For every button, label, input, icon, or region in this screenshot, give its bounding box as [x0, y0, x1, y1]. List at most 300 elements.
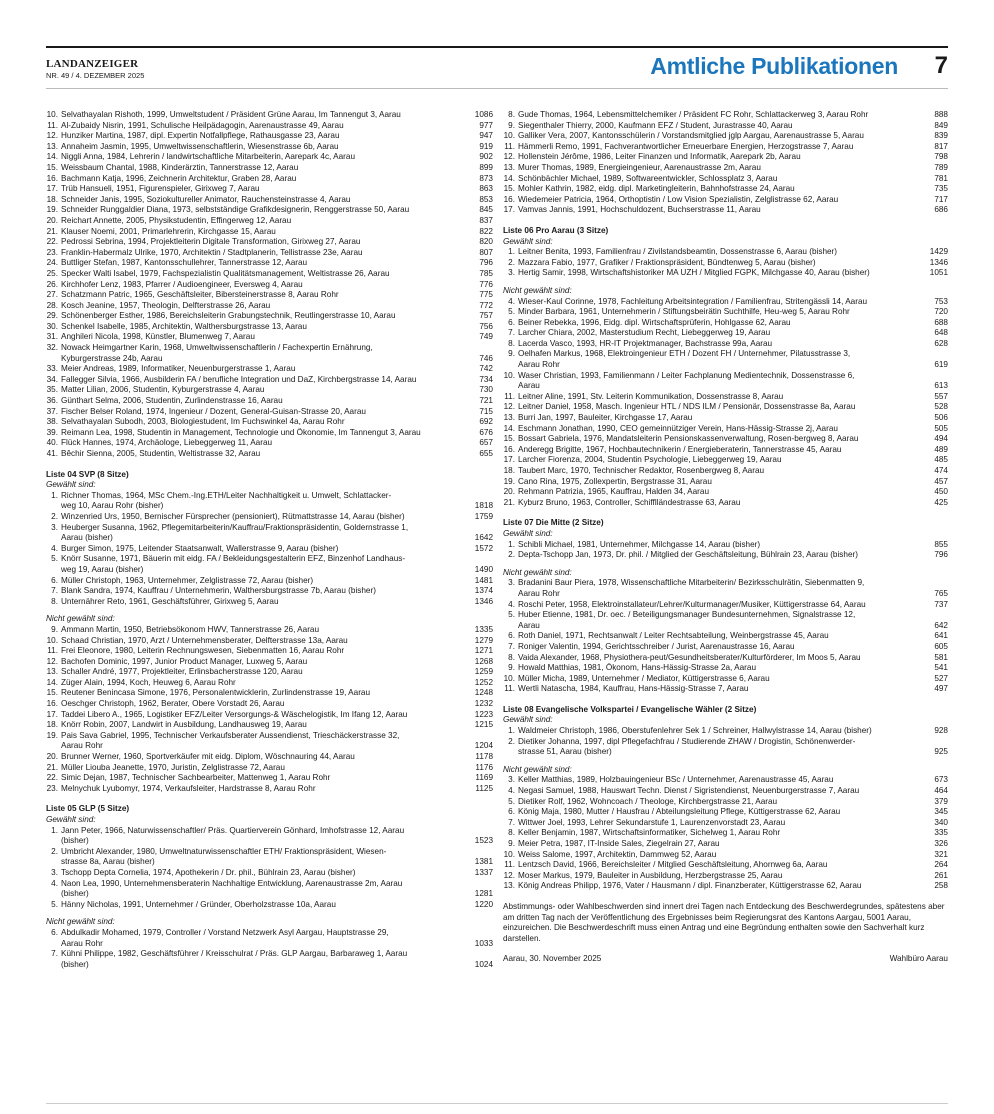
list04-not-elected: [46, 625, 493, 795]
candidate-row: [46, 544, 493, 555]
candidate-row: [46, 491, 493, 512]
rank-number: 41.: [46, 449, 58, 458]
candidate-text-line: Wertli Natascha, 1984, Kauffrau, Hans-Hässig-Strasse 7, Aarau: [518, 684, 749, 694]
candidate-row: [46, 699, 493, 710]
candidate-details: [518, 797, 923, 808]
candidate-row: [503, 371, 948, 392]
candidate-details: [61, 900, 468, 911]
candidate-text-line: Depta-Tschopp Jan, 1973, Dr. phil. / Mitglied der Geschäftsleitung, Bühlrain 23, Aarau (bisher): [518, 550, 858, 560]
candidate-row: [46, 847, 493, 868]
masthead: [46, 58, 144, 80]
vote-count: 261: [934, 870, 948, 880]
candidate-row: [46, 949, 493, 970]
vote-count: 541: [934, 663, 948, 673]
vote-count: 888: [934, 110, 948, 119]
candidate-row: [46, 322, 493, 333]
candidate-row: [503, 839, 948, 850]
candidate-text-line: Schneider Janis, 1995, Soziokultureller Animator, Rauchensteinstrasse 4, Aarau: [61, 194, 351, 204]
rank-number: 16.: [46, 173, 58, 183]
rank-number: 10.: [503, 673, 515, 683]
candidate-row: [503, 339, 948, 350]
candidate-text-line: Aarau Rohr: [518, 588, 560, 598]
candidate-details: [61, 597, 468, 608]
vote-count: 947: [479, 131, 493, 141]
candidate-details: [61, 121, 468, 132]
vote-count: 742: [479, 364, 493, 374]
candidate-text-line: Schaller André, 1977, Projektleiter, Erlinsbacherstrasse 120, Aarau: [61, 667, 303, 677]
candidate-details: [61, 396, 468, 407]
vote-count: 853: [479, 194, 493, 204]
rank-number: 21.: [503, 497, 515, 507]
vote-count: 1215: [474, 720, 493, 730]
vote-count: 977: [479, 120, 493, 130]
candidate-row: [46, 576, 493, 587]
candidate-text-line: Howald Matthias, 1981, Ökonom, Hans-Hässig-Strasse 2a, Aarau: [518, 663, 757, 673]
candidate-text-line: Bêchir Sienna, 2005, Studentin, Weltistrasse 32, Aarau: [61, 449, 261, 458]
rank-number: 3.: [508, 578, 515, 588]
rank-number: 1.: [51, 490, 58, 500]
candidate-row: [46, 269, 493, 280]
candidate-text-line: Taddei Libero A., 1965, Logistiker EFZ/Leiter Versorgungs-& Wäschelogistik, Im Ifang 12, Aarau: [61, 709, 408, 719]
appeal-notice: Abstimmungs- oder Wahlbeschwerden sind innert drei Tagen nach Entdeckung des Beschwerdegrundes, spätestens aber am dritten Tag nach der Veröffentlichung des Ergebnisses beim Regierungsrat des Kantons Aargau, 5001 Aarau, einzureichen. Die Beschwerdeschrift muss einen Antrag und eine Begründung enthalten sowie den Sachverhalt kurz darstellen.: [503, 901, 945, 943]
vote-count: 494: [934, 434, 948, 444]
candidate-text-line: Schibli Michael, 1981, Unternehmer, Milchgasse 14, Aarau (bisher): [518, 539, 761, 549]
candidate-text-line: Galliker Vera, 2007, Kantonsschülerin / Vorstandsmitglied jglp Aargau, Aarenaustrasse 5, Aarau: [518, 131, 864, 141]
rank-number: 8.: [508, 338, 515, 348]
candidate-text-line: weg 19, Aarau (bisher): [61, 564, 144, 574]
rank-number: 18.: [46, 720, 58, 730]
candidate-text-line: Tschopp Depta Cornelia, 1974, Apothekerin / Dr. phil., Bühlrain 23, Aarau (bisher): [61, 867, 356, 877]
candidate-text-line: Negasi Samuel, 1988, Hauswart Techn. Dienst / Sigristendienst, Neuenburgerstrasse 7, Aarau: [518, 786, 860, 796]
candidate-row: [503, 642, 948, 653]
paper-name: LANDANZEIGER: [46, 58, 139, 70]
candidate-details: [61, 586, 468, 597]
candidate-text-line: Bachmann Katja, 1996, Zeichnerin Architektur, Graben 28, Aarau: [61, 173, 297, 183]
vote-count: 655: [479, 449, 493, 458]
candidate-row: [46, 625, 493, 636]
candidate-row: [503, 663, 948, 674]
candidate-text-line: Gude Thomas, 1964, Lebensmittelchemiker / Präsident FC Rohr, Schlattackerweg 3, Aarau Rohr: [518, 110, 869, 119]
candidate-row: [46, 763, 493, 774]
vote-count: 849: [934, 120, 948, 130]
candidate-row: [46, 152, 493, 163]
rank-number: 17.: [503, 455, 515, 465]
rank-number: 19.: [46, 730, 58, 740]
candidate-row: [46, 720, 493, 731]
list07-not-elected: [503, 578, 948, 695]
candidate-text-line: Annaheim Jasmin, 1995, Umweltwissenschaftlerin, Wiesenstrasse 6b, Aarau: [61, 141, 339, 151]
candidate-text-line: Heuberger Susanna, 1962, Pflegemitarbeiterin/Kauffrau/Fraktionspräsidentin, Goldernstrasse 1,: [61, 522, 409, 532]
candidate-details: [518, 174, 923, 185]
vote-count: 845: [479, 205, 493, 215]
candidate-details: [518, 631, 923, 642]
rank-number: 1.: [508, 539, 515, 549]
vote-count: 1223: [474, 709, 493, 719]
candidate-text-line: Leitner Aline, 1991, Stv. Leiterin Kommunikation, Dossenstrasse 8, Aarau: [518, 391, 784, 401]
candidate-text-line: Weiss Salome, 1997, Architektin, Dammweg 52, Aarau: [518, 849, 717, 859]
candidate-text-line: Cano Rina, 1975, Zollexpertin, Bergstrasse 31, Aarau: [518, 476, 712, 486]
vote-count: 264: [934, 860, 948, 870]
vote-count: 715: [479, 406, 493, 416]
candidate-row: [46, 449, 493, 460]
candidate-text-line: König Maja, 1980, Mutter / Hausfrau / Abteilungsleitung Pflege, Küttigerstrasse 62, Aarau: [518, 807, 841, 817]
rank-number: 2.: [508, 550, 515, 560]
vote-count: 925: [934, 747, 948, 757]
candidate-row: [503, 737, 948, 758]
candidate-text-line: Beiner Rebekka, 1996, Eidg. dipl. Wirtschaftsprüferin, Hohlgasse 62, Aarau: [518, 317, 791, 327]
candidate-row: [46, 868, 493, 879]
candidate-row: [46, 554, 493, 575]
candidate-text-line: Taubert Marc, 1970, Technischer Redaktor, Rosenbergweg 8, Aarau: [518, 466, 765, 475]
candidate-details: [61, 142, 468, 153]
candidate-row: [46, 280, 493, 291]
candidate-text-line: Bradanini Baur Piera, 1978, Wissenschaftliche Mitarbeiterin/ Bezirksschulrätin, Siebenmatten 9,: [518, 578, 865, 588]
candidate-text-line: Anderegg Brigitte, 1967, Hochbautechnikerin / Energieberaterin, Tannerstrasse 45, Aarau: [518, 444, 842, 454]
rank-number: 13.: [46, 667, 58, 677]
rank-number: 20.: [503, 487, 515, 497]
candidate-row: [503, 434, 948, 445]
candidate-details: [518, 402, 923, 413]
candidate-details: [518, 424, 923, 435]
candidate-details: [518, 142, 923, 153]
rank-number: 15.: [503, 184, 515, 194]
rank-number: 33.: [46, 364, 58, 374]
candidate-details: [61, 868, 468, 879]
rank-number: 35.: [46, 385, 58, 395]
candidate-text-line: (bisher): [61, 959, 89, 969]
vote-count: 557: [934, 391, 948, 401]
candidate-row: [503, 318, 948, 329]
vote-count: 581: [934, 652, 948, 662]
vote-count: 1337: [474, 867, 493, 877]
vote-count: 528: [934, 402, 948, 412]
candidate-details: [61, 847, 468, 868]
vote-count: 1481: [474, 575, 493, 585]
candidate-text-line: Bachofen Dominic, 1997, Junior Product Manager, Luxweg 5, Aarau: [61, 656, 308, 666]
candidate-row: [46, 710, 493, 721]
candidate-text-line: Burger Simon, 1975, Leitender Staatsanwalt, Wallerstrasse 9, Aarau (bisher): [61, 543, 339, 553]
candidate-details: [518, 328, 923, 339]
candidate-text-line: Simic Dejan, 1987, Technischer Sachbearbeiter, Mattenweg 1, Aarau Rohr: [61, 773, 331, 783]
candidate-details: [518, 434, 923, 445]
rank-number: 24.: [46, 258, 58, 268]
candidate-row: [503, 205, 948, 216]
candidate-row: [46, 385, 493, 396]
candidate-row: [46, 290, 493, 301]
vote-count: 489: [934, 444, 948, 454]
candidate-text-line: Matter Lilian, 2006, Studentin, Kyburgerstrasse 4, Aarau: [61, 385, 265, 395]
vote-count: 497: [934, 684, 948, 694]
vote-count: 807: [479, 247, 493, 257]
candidate-details: [61, 227, 468, 238]
candidate-details: [61, 152, 468, 163]
rank-number: 27.: [46, 290, 58, 300]
candidate-text-line: Pais Sava Gabriel, 1995, Technischer Verkaufsberater Aussendienst, Trieschäckerstrasse 32,: [61, 730, 400, 740]
candidate-details: [518, 642, 923, 653]
candidate-text-line: Roth Daniel, 1971, Rechtsanwalt / Leiter Rechtsabteilung, Weinbergstrasse 45, Aarau: [518, 631, 829, 641]
vote-count: 1523: [474, 836, 493, 846]
vote-count: 1381: [474, 857, 493, 867]
candidate-text-line: (bisher): [61, 889, 89, 899]
vote-count: 648: [934, 328, 948, 338]
vote-count: 1252: [474, 677, 493, 687]
vote-count: 464: [934, 786, 948, 796]
candidate-details: [61, 449, 468, 460]
candidate-details: [61, 280, 468, 291]
rank-number: 1.: [51, 825, 58, 835]
candidate-text-line: Knörr Robin, 2007, Landwirt in Ausbildung, Landhausweg 19, Aarau: [61, 720, 307, 730]
candidate-row: [503, 578, 948, 599]
rank-number: 5.: [508, 610, 515, 620]
candidate-details: [61, 928, 468, 949]
rank-number: 2.: [51, 846, 58, 856]
candidate-text-line: Schenkel Isabelle, 1985, Architektin, Walthersburgstrasse 13, Aarau: [61, 321, 307, 331]
list07-elected: [503, 540, 948, 561]
rank-number: 1.: [508, 726, 515, 736]
candidate-text-line: Winzenried Urs, 1950, Bernischer Fürsprecher (pensioniert), Rütmattstrasse 14, Aarau (bisher): [61, 511, 405, 521]
candidate-text-line: Hämmerli Remo, 1991, Fachverantwortlicher Erneuerbare Energien, Herzogstrasse 7, Aarau: [518, 141, 854, 151]
candidate-row: [46, 773, 493, 784]
candidate-text-line: Buttliger Stefan, 1987, Kantonsschullehrer, Tannerstrasse 12, Aarau: [61, 258, 308, 268]
candidate-details: [61, 417, 468, 428]
date-place: Aarau, 30. November 2025: [503, 954, 602, 964]
candidate-row: [503, 775, 948, 786]
candidate-row: [503, 466, 948, 477]
rank-number: 17.: [46, 709, 58, 719]
rank-number: 4.: [508, 599, 515, 609]
candidate-details: [518, 163, 923, 174]
rank-number: 12.: [46, 131, 58, 141]
candidate-row: [503, 307, 948, 318]
candidate-text-line: Wiedemeier Patricia, 1964, Orthoptistin / Low Vision Spezialistin, Zelglistrasse 62, Aarau: [518, 194, 839, 204]
candidate-text-line: Hertig Samir, 1998, Wirtschaftshistoriker MA UZH / Mitglied FGPK, Milchgasse 40, Aarau (bisher): [518, 268, 870, 278]
rank-number: 5.: [508, 796, 515, 806]
rank-number: 17.: [46, 184, 58, 194]
elected-label: Gewählt sind:: [503, 236, 553, 246]
vote-count: 1259: [474, 667, 493, 677]
candidate-row: [46, 184, 493, 195]
vote-count: 919: [479, 141, 493, 151]
candidate-text-line: Leitner Benita, 1993, Familienfrau / Zivilstandsbeamtin, Dossenstrasse 6, Aarau (bisher): [518, 247, 838, 257]
candidate-text-line: (bisher): [61, 836, 89, 846]
candidate-details: [61, 301, 468, 312]
candidate-row: [503, 550, 948, 561]
candidate-details: [61, 752, 468, 763]
rank-number: 9.: [508, 839, 515, 848]
rank-number: 28.: [46, 300, 58, 310]
candidate-details: [518, 498, 923, 509]
candidate-details: [518, 860, 923, 871]
candidate-row: [503, 195, 948, 206]
candidate-text-line: Dietiker Rolf, 1962, Wohncoach / Theologe, Kirchbergstrasse 21, Aarau: [518, 796, 778, 806]
vote-count: 450: [934, 487, 948, 497]
candidate-text-line: Umbricht Alexander, 1980, Umweltnaturwissenschaftler ETH/ Fraktionspräsident, Wiesen-: [61, 846, 387, 856]
candidate-row: [503, 247, 948, 258]
candidate-details: [518, 663, 923, 674]
candidate-details: [61, 625, 468, 636]
vote-count: 474: [934, 466, 948, 475]
rank-number: 14.: [503, 173, 515, 183]
candidate-details: [61, 407, 468, 418]
candidate-details: [518, 881, 923, 892]
candidate-details: [61, 544, 468, 555]
candidate-text-line: König Andreas Philipp, 1976, Vater / Hausmann / dipl. Finanzberater, Küttigerstrasse 62, Aarau: [518, 881, 862, 891]
candidate-row: [503, 653, 948, 664]
rank-number: 11.: [504, 684, 515, 694]
vote-count: 1346: [474, 596, 493, 606]
candidate-text-line: Schatzmann Patric, 1965, Geschäftsleiter, Bibersteinerstrasse 8, Aarau Rohr: [61, 290, 339, 300]
candidate-details: [61, 523, 468, 544]
vote-count: 1335: [474, 624, 493, 634]
candidate-details: [61, 720, 468, 731]
candidate-text-line: Selvathayalan Rishoth, 1999, Umweltstudent / Präsident Grüne Aarau, Im Tannengut 3, Aarau: [61, 110, 401, 119]
candidate-details: [518, 818, 923, 829]
vote-count: 686: [934, 205, 948, 215]
vote-count: 785: [479, 268, 493, 278]
rank-number: 3.: [508, 268, 515, 278]
candidate-row: [503, 487, 948, 498]
rank-number: 13.: [503, 881, 515, 891]
rank-number: 36.: [46, 396, 58, 406]
rank-number: 4.: [51, 543, 58, 553]
rank-number: 6.: [51, 927, 58, 937]
vote-count: 642: [934, 620, 948, 630]
rank-number: 16.: [503, 444, 515, 454]
vote-count: 1125: [475, 783, 493, 793]
candidate-text-line: Roniger Valentin, 1994, Gerichtsschreiber / Jurist, Aarenaustrasse 16, Aarau: [518, 641, 795, 651]
list04-elected: [46, 491, 493, 608]
candidate-text-line: weg 10, Aarau Rohr (bisher): [61, 501, 164, 511]
candidate-details: [61, 343, 468, 364]
candidate-details: [61, 290, 468, 301]
rank-number: 30.: [46, 321, 58, 331]
candidate-text-line: Hunziker Martina, 1987, dipl. Expertin Notfallpflege, Rathausgasse 23, Aarau: [61, 131, 340, 141]
rank-number: 34.: [46, 374, 58, 384]
candidate-row: [46, 407, 493, 418]
vote-count: 717: [934, 194, 948, 204]
vote-count: 676: [479, 427, 493, 437]
candidate-row: [503, 445, 948, 456]
vote-count: 746: [479, 353, 493, 363]
candidate-text-line: Niggli Anna, 1984, Lehrerin / landwirtschaftliche Mitarbeiterin, Aarepark 4c, Aarau: [61, 152, 356, 162]
candidate-details: [518, 786, 923, 797]
candidate-row: [503, 349, 948, 370]
candidate-text-line: Schaad Christian, 1970, Arzt / Unternehmensberater, Delfterstrasse 13a, Aarau: [61, 635, 348, 645]
candidate-text-line: Mohler Kathrin, 1982, eidg. dipl. Marketingleiterin, Bahnhofstrasse 24, Aarau: [518, 184, 795, 194]
page-number: 7: [934, 52, 948, 79]
vote-count: 822: [479, 226, 493, 236]
candidate-details: [518, 653, 923, 664]
rank-number: 5.: [508, 307, 515, 317]
not-elected-label: Nicht gewählt sind:: [46, 614, 115, 624]
candidate-row: [503, 174, 948, 185]
vote-count: 345: [934, 807, 948, 817]
candidate-text-line: Dietiker Johanna, 1997, dipl Pflegefachfrau / Studierende ZHAW / Drogistin, Schönenwerder-: [518, 736, 856, 746]
candidate-row: [46, 417, 493, 428]
vote-count: 1281: [474, 889, 493, 899]
candidate-row: [46, 523, 493, 544]
candidate-details: [61, 311, 468, 322]
candidate-row: [503, 424, 948, 435]
candidate-text-line: Schönenberger Esther, 1986, Bereichsleiterin Grabungstechnik, Reutlingerstrasse 10, Aarau: [61, 311, 396, 321]
candidate-row: [46, 646, 493, 657]
vote-count: 756: [479, 321, 493, 331]
list03-results: [46, 110, 493, 460]
candidate-row: [46, 174, 493, 185]
candidate-text-line: Siegenthaler Thierry, 2000, Kaufmann EFZ / Student, Jurastrasse 40, Aarau: [518, 120, 793, 130]
rank-number: 13.: [503, 162, 515, 172]
candidate-text-line: Al-Zubaidy Nisrin, 1991, Schulische Heilpädagogin, Aarenaustrasse 49, Aarau: [61, 120, 344, 130]
candidate-row: [46, 879, 493, 900]
candidate-details: [61, 949, 468, 970]
list06-heading: Liste 06 Pro Aarau (3 Sitze): [503, 225, 609, 235]
elected-label: Gewählt sind:: [46, 480, 96, 490]
candidate-details: [518, 540, 923, 551]
vote-count: 757: [479, 311, 493, 321]
candidate-details: [518, 487, 923, 498]
vote-count: 1248: [474, 688, 493, 698]
rank-number: 8.: [508, 652, 515, 662]
candidate-text-line: Blank Sandra, 1974, Kauffrau / Unternehmerin, Walthersburgstrasse 7b, Aarau (bisher): [61, 586, 376, 596]
candidate-details: [61, 678, 468, 689]
vote-count: 796: [934, 550, 948, 560]
vote-count: 1176: [475, 762, 493, 772]
candidate-text-line: Bossart Gabriela, 1976, Mandatsleiterin Pensionskassenverwaltung, Rosen-bergweg 8, Aarau: [518, 434, 859, 444]
rank-number: 11.: [47, 120, 58, 130]
vote-count: 855: [934, 539, 948, 549]
candidate-row: [46, 597, 493, 608]
candidate-text-line: Wieser-Kaul Corinne, 1978, Fachleitung Arbeitsintegration / Familienfrau, Stritengässli 14, Aarau: [518, 296, 868, 306]
candidate-details: [61, 576, 468, 587]
vote-count: 1818: [474, 501, 493, 511]
candidate-text-line: Murer Thomas, 1989, Energieingenieur, Aarenaustrasse 2m, Aarau: [518, 162, 761, 172]
candidate-row: [46, 586, 493, 597]
vote-count: 692: [479, 417, 493, 427]
candidate-text-line: Keller Matthias, 1989, Holzbauingenieur BSc / Unternehmer, Aarenaustrasse 45, Aarau: [518, 775, 834, 785]
vote-count: 899: [479, 162, 493, 172]
candidate-text-line: Oelhafen Markus, 1968, Elektroingenieur ETH / Dozent FH / Unternehmer, Pilatusstrasse 3,: [518, 349, 851, 359]
not-elected-label: Nicht gewählt sind:: [503, 285, 572, 295]
rank-number: 7.: [51, 949, 58, 959]
candidate-details: [61, 657, 468, 668]
vote-count: 721: [479, 396, 493, 406]
candidate-details: [61, 195, 468, 206]
rank-number: 11.: [504, 860, 515, 870]
candidate-details: [518, 184, 923, 195]
candidate-details: [518, 610, 923, 631]
rank-number: 40.: [46, 438, 58, 448]
candidate-text-line: Meier Andreas, 1989, Informatiker, Neuenburgerstrasse 1, Aarau: [61, 364, 296, 374]
candidate-details: [518, 839, 923, 850]
vote-count: 673: [934, 775, 948, 785]
candidate-details: [61, 731, 468, 752]
candidate-text-line: Günthart Selma, 2006, Studentin, Zurlindenstrasse 16, Aarau: [61, 396, 283, 406]
candidate-text-line: Franklin-Habermalz Ulrike, 1970, Architektin / Stadtplanerin, Tellistrasse 23e, Aarau: [61, 247, 363, 257]
candidate-text-line: Pedrossi Sebrina, 1994, Projektleiterin Digitale Transformation, Girixweg 27, Aarau: [61, 237, 361, 247]
candidate-row: [46, 688, 493, 699]
candidate-row: [46, 311, 493, 322]
list06-elected: [503, 247, 948, 279]
candidate-row: [503, 258, 948, 269]
candidate-text-line: Abdulkadir Mohamed, 1979, Controller / Vorstand Netzwerk Asyl Aargau, Hauptstrasse 29,: [61, 927, 389, 937]
vote-count: 506: [934, 413, 948, 423]
rank-number: 9.: [51, 624, 58, 634]
candidate-details: [61, 269, 468, 280]
candidate-details: [61, 636, 468, 647]
rank-number: 3.: [51, 867, 58, 877]
candidate-details: [518, 726, 923, 737]
candidate-row: [46, 227, 493, 238]
